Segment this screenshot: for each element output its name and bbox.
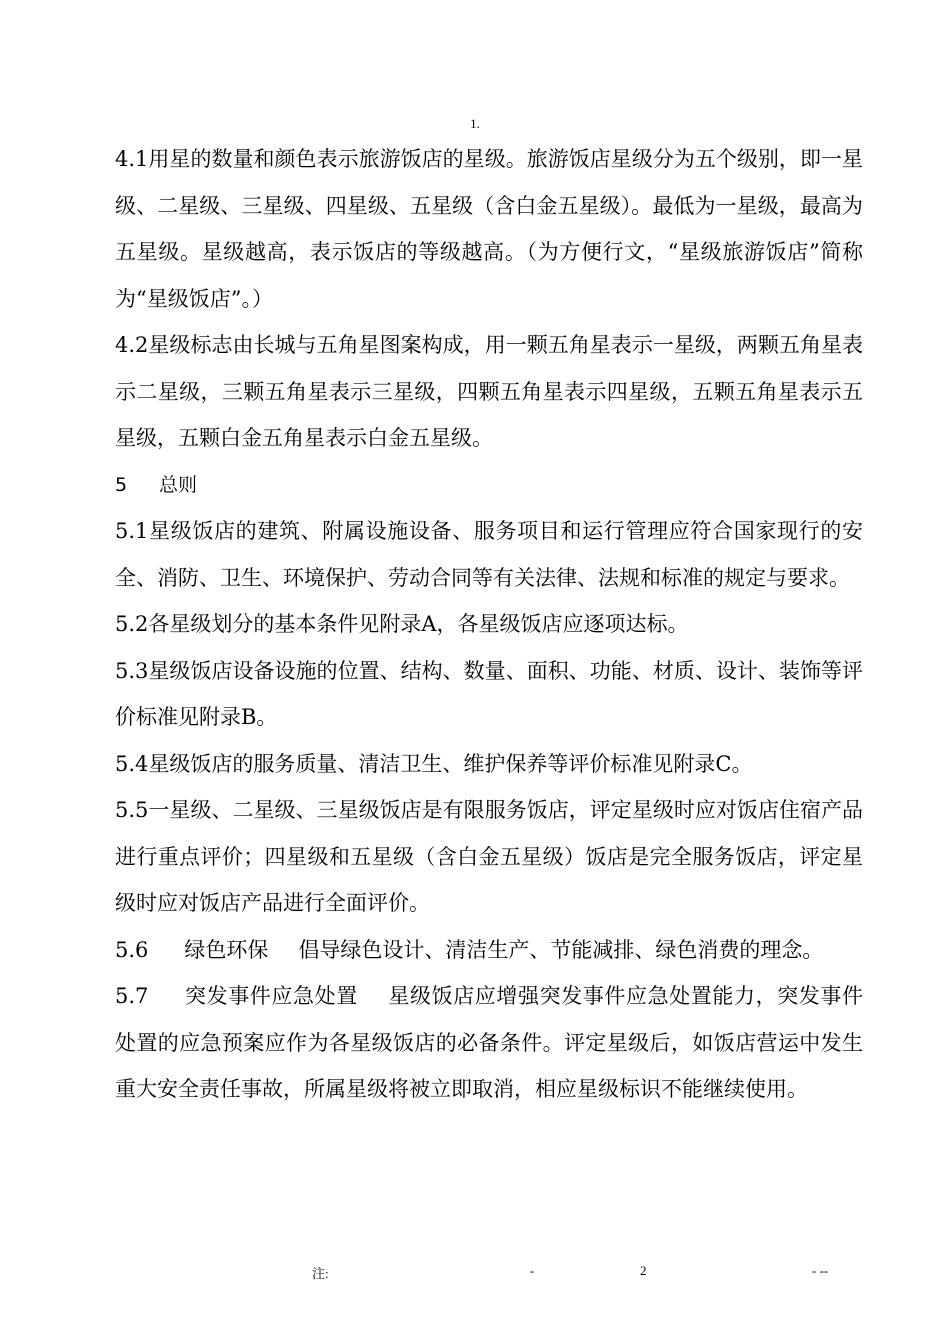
- paragraph-5-4: 5.4星级饭店的服务质量、清洁卫生、维护保养等评价标准见附录C。: [115, 751, 753, 776]
- page-marker-top: 1.: [470, 116, 480, 131]
- section-number: 5: [115, 473, 128, 496]
- footer-note-label: 注:: [312, 1266, 329, 1281]
- paragraph-5-7: [115, 973, 863, 1113]
- section-title: 总则: [159, 473, 198, 496]
- clause-title: 绿色环保: [184, 937, 269, 962]
- paragraph-5-2: 5.2各星级划分的基本条件见附录A，各星级饭店应逐项达标。: [115, 612, 689, 636]
- footer-dash-right: - --: [812, 1263, 829, 1278]
- clause-title: 突发事件应急处置: [184, 984, 358, 1008]
- footer-page-number: 2: [640, 1263, 647, 1278]
- paragraph-4-1: 4.1用星的数量和颜色表示旅游饭店的星级。旅游饭店星级分为五个级别，即一星级、二星级、三星级、四星级、五星级（含白金五星级）。最低为一星级，最高为五星级。星级越高，表示饭店的等级越高。（为方便行文，“星级旅游饭店”简称为“星级饭店”。）: [115, 147, 863, 311]
- paragraph-5-5: 5.5一星级、二星级、三星级饭店是有限服务饭店，评定星级时应对饭店住宿产品进行重点评价；四星级和五星级（含白金五星级）饭店是完全服务饭店，评定星级时应对饭店产品进行全面评价。: [115, 798, 863, 915]
- paragraph-5-6: [115, 927, 863, 974]
- paragraph-5-3: 5.3星级饭店设备设施的位置、结构、数量、面积、功能、材质、设计、装饰等评价标准见附录B。: [115, 658, 863, 729]
- document-body: [115, 136, 863, 1113]
- clause-text: 星级饭店应增强突发事件应急处置能力，突发事件处置的应急预案应作为各星级饭店的必备条件。评定星级后，如饭店营运中发生重大安全责任事故，所属星级将被立即取消，相应星级标识不能继续使用。: [115, 984, 864, 1101]
- clause-number: 5.6: [115, 937, 149, 962]
- clause-text: 倡导绿色设计、清洁生产、节能减排、绿色消费的理念。: [298, 937, 824, 962]
- paragraph-4-2: 4.2星级标志由长城与五角星图案构成，用一颗五角星表示一星级，两颗五角星表示二星级，三颗五角星表示三星级，四颗五角星表示四星级，五颗五角星表示五星级，五颗白金五角星表示白金五星级。: [115, 333, 863, 450]
- section-heading-5: [115, 462, 863, 509]
- footer-dash-left: -: [530, 1263, 535, 1278]
- paragraph-5-1: 5.1星级饭店的建筑、附属设施设备、服务项目和运行管理应符合国家现行的安全、消防、卫生、环境保护、劳动合同等有关法律、法规和标准的规定与要求。: [115, 519, 863, 590]
- page-footer: [0, 1263, 950, 1283]
- clause-number: 5.7: [115, 984, 149, 1008]
